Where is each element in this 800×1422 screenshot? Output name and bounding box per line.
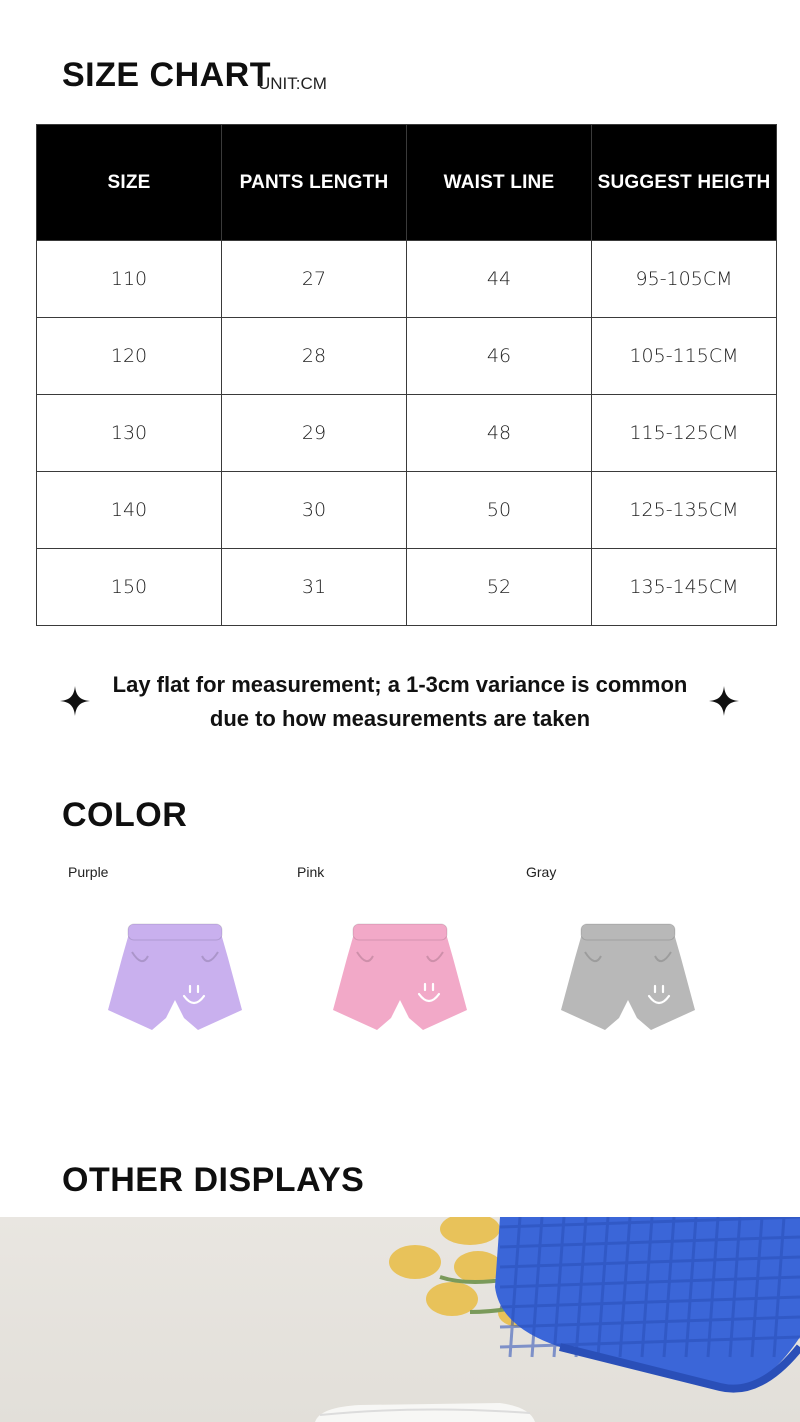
gray-shorts-image[interactable] (555, 918, 701, 1038)
measurement-note (100, 668, 700, 736)
table-cell: 48 (407, 395, 592, 472)
other-displays-title: OTHER DISPLAYS (62, 1161, 365, 1199)
header-suggest-height: SUGGEST HEIGTH (592, 125, 777, 241)
table-row (37, 395, 777, 472)
table-cell: 125-135CM (592, 472, 777, 549)
color-section-title: COLOR (62, 796, 188, 834)
table-cell: 50 (407, 472, 592, 549)
table-row (37, 318, 777, 395)
table-cell: 110 (37, 241, 222, 318)
header-waist-line: WAIST LINE (407, 125, 592, 241)
header-pants-length: PANTS LENGTH (222, 125, 407, 241)
table-row (37, 241, 777, 318)
header-size: SIZE (37, 125, 222, 241)
sparkle-icon (709, 686, 739, 716)
table-cell: 105-115CM (592, 318, 777, 395)
table-cell: 44 (407, 241, 592, 318)
table-cell: 150 (37, 549, 222, 626)
table-cell: 95-105CM (592, 241, 777, 318)
table-cell: 140 (37, 472, 222, 549)
table-cell: 130 (37, 395, 222, 472)
display-photo (0, 1217, 800, 1422)
purple-shorts-image[interactable] (102, 918, 248, 1038)
table-cell: 135-145CM (592, 549, 777, 626)
measurement-note-line-1: Lay flat for measurement; a 1-3cm variance is common (112, 672, 688, 697)
size-chart-title: SIZE CHART (62, 56, 271, 94)
table-header-row (37, 125, 777, 241)
pink-shorts-image[interactable] (327, 918, 473, 1038)
table-cell: 115-125CM (592, 395, 777, 472)
table-cell: 28 (222, 318, 407, 395)
table-cell: 27 (222, 241, 407, 318)
color-label-gray: Gray (526, 864, 557, 880)
sparkle-icon (60, 686, 90, 716)
size-chart-unit: UNIT:CM (258, 74, 327, 93)
table-cell: 30 (222, 472, 407, 549)
color-label-pink: Pink (297, 864, 325, 880)
table-cell: 52 (407, 549, 592, 626)
color-label-purple: Purple (68, 864, 109, 880)
table-cell: 31 (222, 549, 407, 626)
basket-tulips-illustration (0, 1217, 800, 1422)
table-cell: 46 (407, 318, 592, 395)
table-row (37, 472, 777, 549)
table-row (37, 549, 777, 626)
measurement-note-line-2: due to how measurements are taken (209, 706, 591, 731)
table-cell: 120 (37, 318, 222, 395)
table-cell: 29 (222, 395, 407, 472)
size-chart-table (36, 124, 777, 626)
